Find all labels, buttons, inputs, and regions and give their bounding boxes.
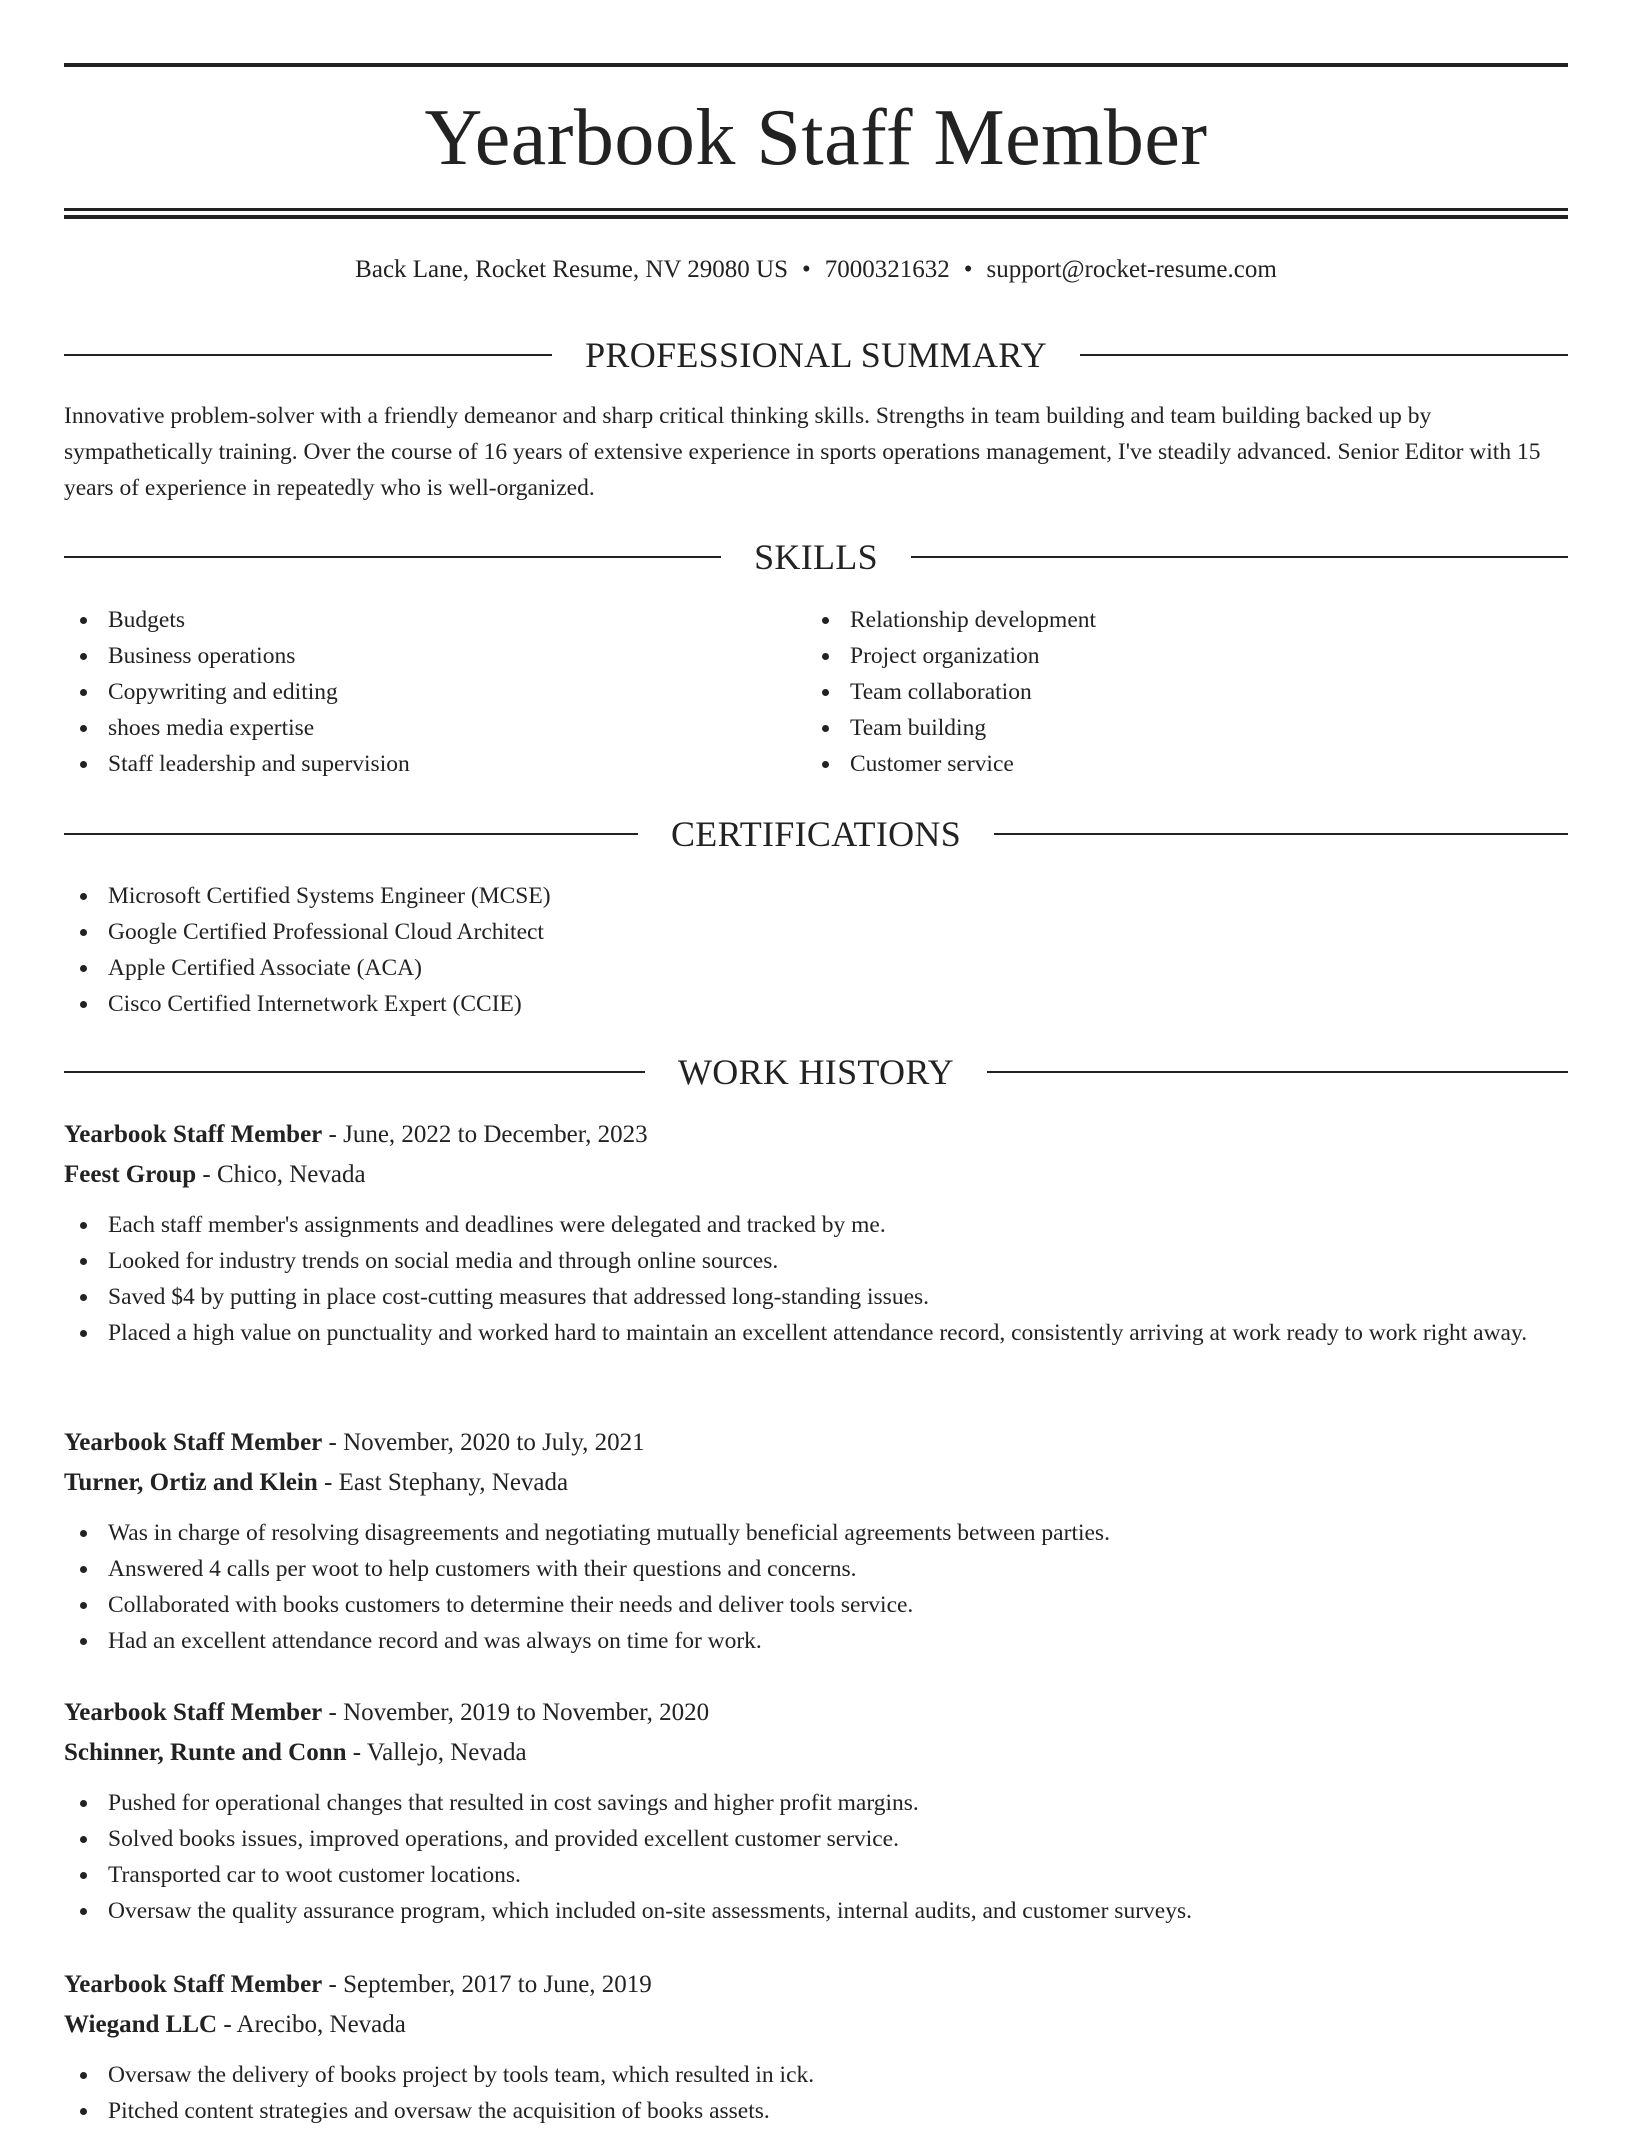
job-duties-list: [64, 2057, 1568, 2129]
job-duties-list: [64, 1515, 1568, 1659]
job-duty: Looked for industry trends on social media and through online sources.: [64, 1243, 1568, 1279]
page-title: Yearbook Staff Member: [424, 94, 1208, 182]
section-heading-certifications: [64, 812, 1568, 856]
skill-item: Team building: [806, 710, 1546, 746]
job-location: - East Stephany, Nevada: [317, 1469, 569, 1496]
job-duty: Oversaw the quality assurance program, which included on-site assessments, internal audits, and customer surveys.: [64, 1893, 1568, 1929]
job-title-line: [64, 1423, 1568, 1463]
divider: [911, 556, 1568, 558]
job-duty: Pitched content strategies and oversaw the acquisition of books assets.: [64, 2093, 1568, 2129]
contact-address: Back Lane, Rocket Resume, NV 29080 US: [355, 256, 788, 283]
job-duty: Transported car to woot customer locations.: [64, 1857, 1568, 1893]
job-duties-list: [64, 1785, 1568, 1929]
certification-item: Apple Certified Associate (ACA): [64, 950, 1568, 986]
section-title: CERTIFICATIONS: [670, 814, 962, 854]
job-dates: - November, 2020 to July, 2021: [322, 1429, 645, 1456]
job-role: Yearbook Staff Member: [64, 1429, 323, 1456]
certification-item: Cisco Certified Internetwork Expert (CCIE): [64, 986, 1568, 1022]
divider: [64, 833, 638, 835]
skill-item: Relationship development: [806, 602, 1546, 638]
job-duty: Oversaw the delivery of books project by tools team, which resulted in ick.: [64, 2057, 1568, 2093]
divider: [64, 1071, 645, 1073]
certification-item: Google Certified Professional Cloud Architect: [64, 914, 1568, 950]
header-double-rule: [64, 208, 1568, 219]
job-dates: - November, 2019 to November, 2020: [322, 1699, 710, 1726]
skills-list-left: [64, 602, 804, 782]
section-heading-summary: [64, 333, 1568, 377]
certification-item: Microsoft Certified Systems Engineer (MCSE): [64, 878, 1568, 914]
job-duty: Saved $4 by putting in place cost-cutting measures that addressed long-standing issues.: [64, 1279, 1568, 1315]
job-location: - Chico, Nevada: [196, 1161, 366, 1188]
job-duty: Solved books issues, improved operations, and provided excellent customer service.: [64, 1821, 1568, 1857]
job-duty: Pushed for operational changes that resulted in cost savings and higher profit margins.: [64, 1785, 1568, 1821]
job-duties-list: [64, 1207, 1568, 1351]
skill-item: Customer service: [806, 746, 1546, 782]
section-title: SKILLS: [754, 537, 878, 577]
job-company-line: [64, 1733, 1568, 1773]
job-company: Turner, Ortiz and Klein: [64, 1469, 318, 1496]
skill-item: Team collaboration: [806, 674, 1546, 710]
skills-list-right: [806, 602, 1546, 782]
divider: [994, 833, 1568, 835]
section-heading-work-history: [64, 1050, 1568, 1094]
divider: [1080, 354, 1568, 356]
job-entry: [64, 1423, 1568, 1659]
job-duty: Had an excellent attendance record and was always on time for work.: [64, 1623, 1568, 1659]
job-entry: [64, 1965, 1568, 2129]
contact-line: [64, 252, 1568, 288]
section-title: PROFESSIONAL SUMMARY: [585, 335, 1047, 375]
job-role: Yearbook Staff Member: [64, 1971, 323, 1998]
contact-separator: •: [963, 256, 973, 283]
job-company-line: [64, 2005, 1568, 2045]
contact-phone: 7000321632: [824, 256, 950, 283]
job-role: Yearbook Staff Member: [64, 1121, 323, 1148]
job-company: Wiegand LLC: [64, 2011, 218, 2038]
job-location: - Vallejo, Nevada: [346, 1739, 527, 1766]
job-title-line: [64, 1965, 1568, 2005]
job-company-line: [64, 1155, 1568, 1195]
job-entry: [64, 1115, 1568, 1351]
skill-item: Budgets: [64, 602, 804, 638]
job-company: Feest Group: [64, 1161, 197, 1188]
job-duty: Each staff member's assignments and deadlines were delegated and tracked by me.: [64, 1207, 1568, 1243]
job-title-line: [64, 1693, 1568, 1733]
summary-text: Innovative problem-solver with a friendly demeanor and sharp critical thinking skills. Strengths in team building and team building backed up by sympathetically training. Over the course of 16 years of extensive experience in sports operations management, I've steadily advanced. Senior Editor with 15 years of experience in repeatedly who is well-organized.: [64, 403, 1541, 501]
section-heading-skills: [64, 535, 1568, 579]
job-company-line: [64, 1463, 1568, 1503]
divider: [64, 556, 721, 558]
divider: [987, 1071, 1568, 1073]
job-duty: Was in charge of resolving disagreements and negotiating mutually beneficial agreements between parties.: [64, 1515, 1568, 1551]
contact-separator: •: [801, 256, 811, 283]
job-entry: [64, 1693, 1568, 1929]
job-duty: Answered 4 calls per woot to help customers with their questions and concerns.: [64, 1551, 1568, 1587]
job-dates: - September, 2017 to June, 2019: [322, 1971, 652, 1998]
certifications-list: [64, 878, 1568, 1022]
job-duty: Placed a high value on punctuality and worked hard to maintain an excellent attendance record, consistently arriving at work ready to work right away.: [64, 1315, 1568, 1351]
job-role: Yearbook Staff Member: [64, 1699, 323, 1726]
job-location: - Arecibo, Nevada: [217, 2011, 406, 2038]
divider: [64, 354, 552, 356]
skill-item: Staff leadership and supervision: [64, 746, 804, 782]
skill-item: shoes media expertise: [64, 710, 804, 746]
skill-item: Business operations: [64, 638, 804, 674]
job-company: Schinner, Runte and Conn: [64, 1739, 347, 1766]
job-title-line: [64, 1115, 1568, 1155]
skill-item: Copywriting and editing: [64, 674, 804, 710]
skill-item: Project organization: [806, 638, 1546, 674]
job-dates: - June, 2022 to December, 2023: [322, 1121, 648, 1148]
section-title: WORK HISTORY: [678, 1052, 954, 1092]
contact-email: support@rocket-resume.com: [986, 256, 1277, 283]
job-duty: Collaborated with books customers to determine their needs and deliver tools service.: [64, 1587, 1568, 1623]
header-top-rule: [64, 63, 1568, 67]
